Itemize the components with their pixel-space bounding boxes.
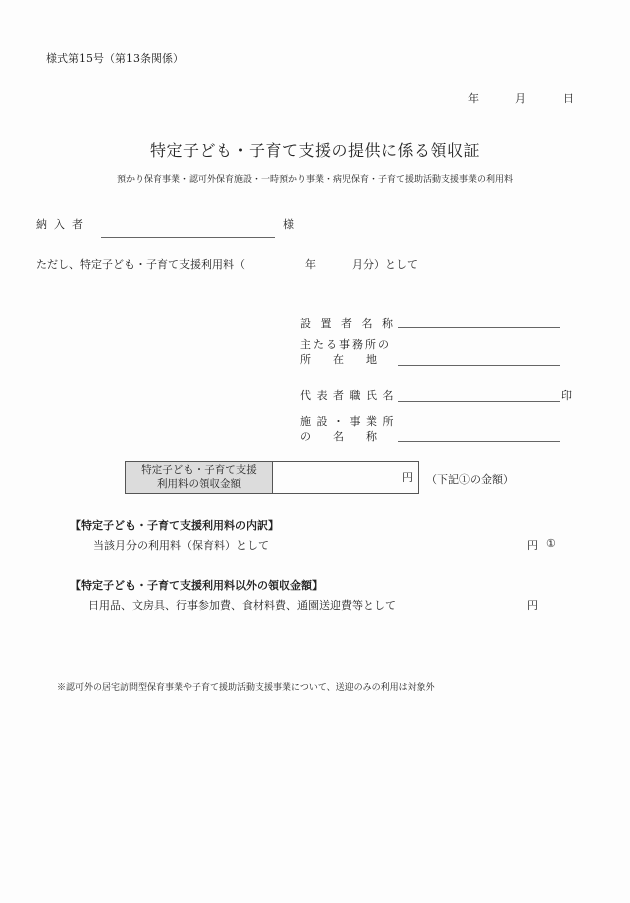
- date-day-label: 日: [563, 92, 574, 105]
- receipt-amount-field[interactable]: [273, 462, 418, 493]
- facility-name-label-line1: 施 設 ・ 事 業 所: [300, 415, 395, 428]
- payer-field[interactable]: [101, 237, 275, 238]
- receipt-amount-label-line1: 特定子ども・子育て支援: [141, 464, 257, 476]
- document-title: 特定子ども・子育て支援の提供に係る領収証: [149, 141, 480, 160]
- breakdown-item-unit: 円: [527, 539, 538, 552]
- receipt-amount-note: （下記①の金額）: [426, 473, 514, 486]
- other-amounts-heading: 【特定子ども・子育て支援利用料以外の領収金額】: [70, 579, 323, 592]
- founder-name-field[interactable]: [398, 327, 560, 328]
- representative-field[interactable]: [398, 401, 560, 402]
- other-amounts-item-unit: 円: [527, 599, 538, 612]
- breakdown-item-field[interactable]: [420, 537, 520, 551]
- receipt-amount-unit: 円: [402, 471, 413, 484]
- receipt-amount-label-line2: 利用料の領収金額: [157, 478, 241, 490]
- payer-label: 納入者: [36, 218, 90, 231]
- receipt-amount-label: [126, 462, 273, 493]
- facility-name-label-line2: の 名 称: [300, 430, 377, 443]
- office-location-field[interactable]: [398, 365, 560, 366]
- document-subtitle: 預かり保育事業・認可外保育施設・一時預かり事業・病児保育・子育て援助活動支援事業の利用料: [116, 175, 513, 185]
- form-number: 様式第15号（第13条関係）: [46, 52, 184, 65]
- purpose-year-label: 年: [305, 258, 316, 271]
- founder-name-label: 設 置 者 名 称: [300, 317, 396, 330]
- representative-label: 代 表 者 職 氏 名: [300, 389, 395, 402]
- date-year-label: 年: [468, 92, 479, 105]
- facility-name-field[interactable]: [398, 441, 560, 442]
- payer-honorific: 様: [283, 218, 294, 231]
- receipt-amount-box: [125, 461, 419, 494]
- office-location-label-line2: 所 在 地: [300, 353, 377, 366]
- other-amounts-item-field[interactable]: [420, 597, 520, 611]
- breakdown-item-marker: ①: [546, 537, 556, 550]
- other-amounts-item-label: 日用品、文房具、行事参加費、食材料費、通園送迎費等として: [88, 599, 396, 612]
- breakdown-item-label: 当該月分の利用料（保育料）として: [93, 539, 269, 552]
- footnote: ※認可外の居宅訪問型保育事業や子育て援助活動支援事業について、送迎のみの利用は対象外: [57, 683, 435, 693]
- office-location-label-line1: 主たる事務所の: [300, 338, 391, 351]
- breakdown-heading: 【特定子ども・子育て支援利用料の内訳】: [70, 519, 279, 532]
- purpose-prefix: ただし、特定子ども・子育て支援利用料（: [36, 258, 245, 271]
- seal-label: 印: [561, 389, 572, 402]
- date-month-label: 月: [515, 92, 526, 105]
- purpose-suffix: 月分）として: [352, 258, 418, 271]
